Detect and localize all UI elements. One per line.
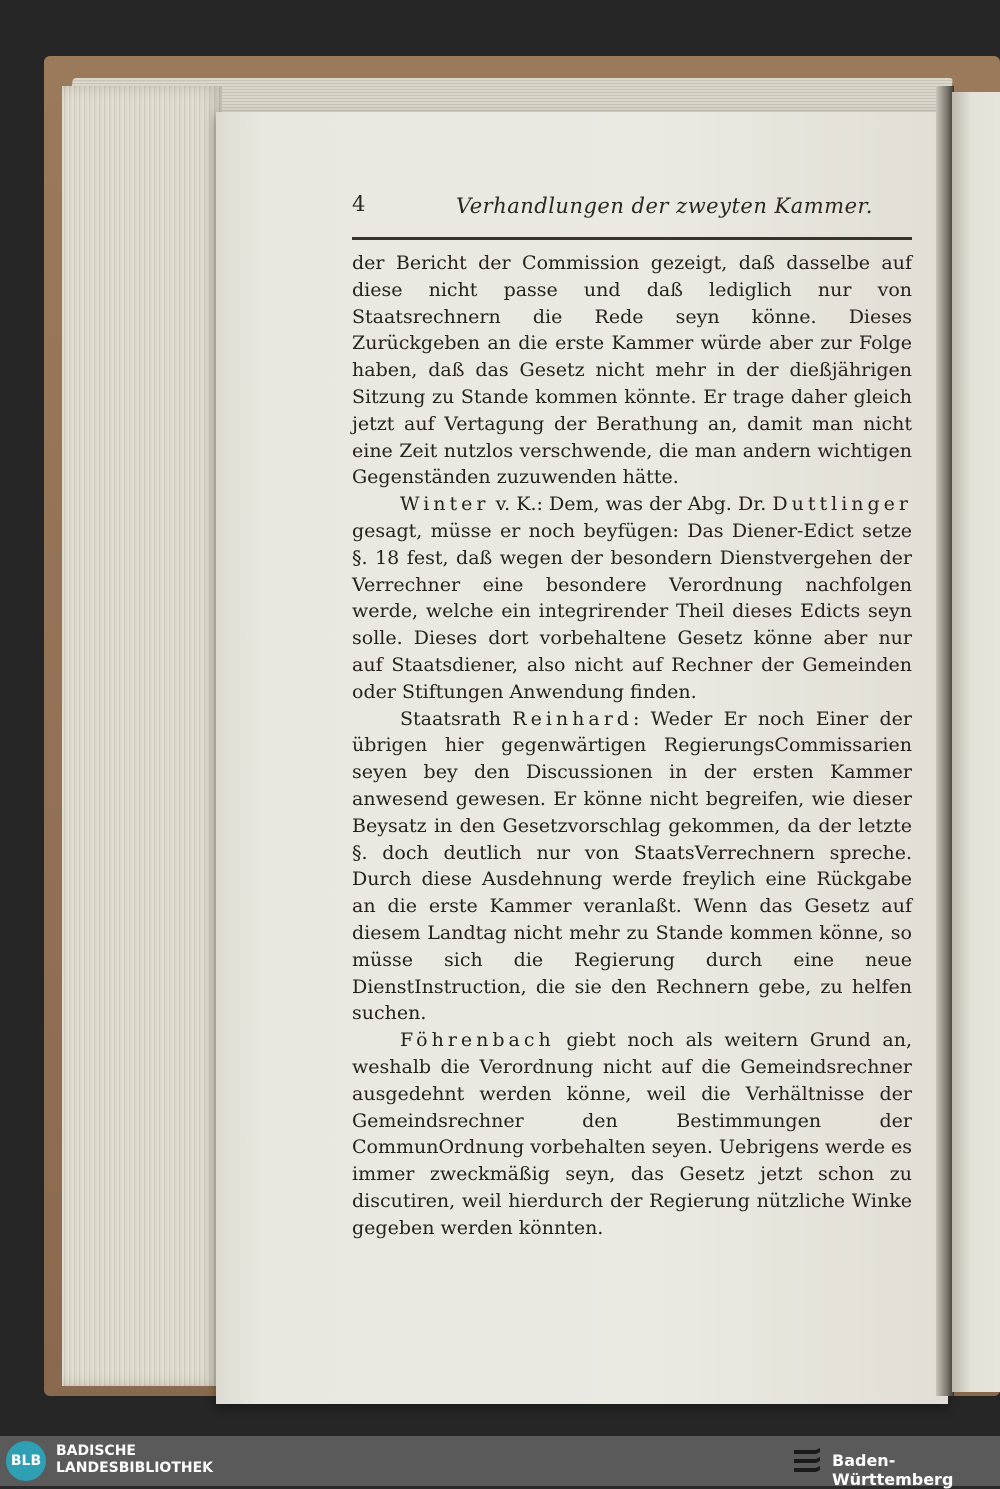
header-rule — [352, 237, 912, 240]
paragraph-text: Staatsrath — [400, 707, 513, 730]
library-name[interactable] — [56, 1443, 213, 1477]
paragraph-text: gesagt, müsse er noch beyfügen: Das Diener-Edict setze §. 18 fest, daß wegen der besondern Dienstvergehen der Verrechner eine besondere Verordnung nachfolgen werde, welche ein integrirender Theil dieses Edicts seyn solle. Dieses dort vorbehaltene Gesetz könne aber nur auf Staatsdiener, also nicht auf Rechner der Gemeinden oder Stiftungen Anwendung finden. — [352, 519, 912, 703]
paragraph-text: v. K.: Dem, was der Abg. Dr. — [489, 493, 773, 516]
viewer-footer — [0, 1436, 1000, 1489]
paragraph — [352, 706, 912, 1028]
page-fore-edge — [62, 86, 222, 1386]
page-header — [352, 190, 912, 224]
blb-logo[interactable]: BLB — [6, 1441, 46, 1481]
paragraph-text: der Bericht der Commission gezeigt, daß dasselbe auf diese nicht passe und daß lediglich nur von Staatsrechnern die Rede seyn könne. Dieses Zurückgeben an die erste Kammer würde aber zur Folge haben, daß das Gesetz nicht mehr in der dießjährigen Sitzung zu Stande kommen könnte. Er trage daher gleich jetzt auf Vertagung der Berathung an, damit man nicht eine Zeit nutzlos verschwende, die man andern wichtigen Gegenständen zuzuwenden hätte. — [352, 252, 912, 489]
running-head: Verhandlungen der zweyten Kammer. — [456, 194, 873, 218]
paragraph — [352, 250, 912, 491]
speaker-name: Reinhard — [512, 707, 633, 730]
paragraph — [352, 1027, 912, 1241]
page-body-text — [352, 250, 912, 1241]
facing-page-edge — [952, 92, 1000, 1392]
paragraph-text: giebt noch als weitern Grund an, weshalb die Verordnung nicht auf die Gemeindsrechner ausgedehnt werden könne, weil die Verhältnisse der Gemeindsrechner den Bestimmungen der CommunOrdnung vorbehalten seyen. Uebrigens werde es immer zweckmäßig seyn, das Gesetz jetzt schon zu discutiren, weil hierdurch der Regierung nützliche Winke gegeben werden könnten. — [352, 1029, 913, 1239]
three-lions-icon — [790, 1444, 824, 1478]
library-name-line2: LANDESBIBLIOTHEK — [56, 1460, 214, 1476]
speaker-name: Duttlinger — [772, 493, 912, 516]
paragraph-text: : Weder Er noch Einer der übrigen hier gegenwärtigen RegierungsCommissarien seyen bey den Discussionen in der ersten Kammer anwesend gewesen. Er könne nicht begreifen, wie dieser Beysatz in den Gesetzvorschlag gekommen, da der letzte §. doch deutlich nur von StaatsVerrechnern spreche. Durch diese Ausdehnung werde freylich eine Rückgabe an die erste Kammer veranlaßt. Wenn das Gesetz auf diesem Landtag nicht mehr zu Stande kommen könne, so müsse sich die Regierung durch eine neue DienstInstruction, die sie den Rechnern gebe, zu helfen suchen. — [352, 707, 912, 1025]
speaker-name: Winter — [400, 493, 490, 516]
speaker-name: Föhrenbach — [400, 1029, 555, 1052]
state-name[interactable]: Baden-Württemberg — [832, 1451, 954, 1489]
paragraph — [352, 491, 912, 705]
library-name-line1: BADISCHE — [56, 1443, 136, 1459]
page-number: 4 — [352, 192, 366, 216]
